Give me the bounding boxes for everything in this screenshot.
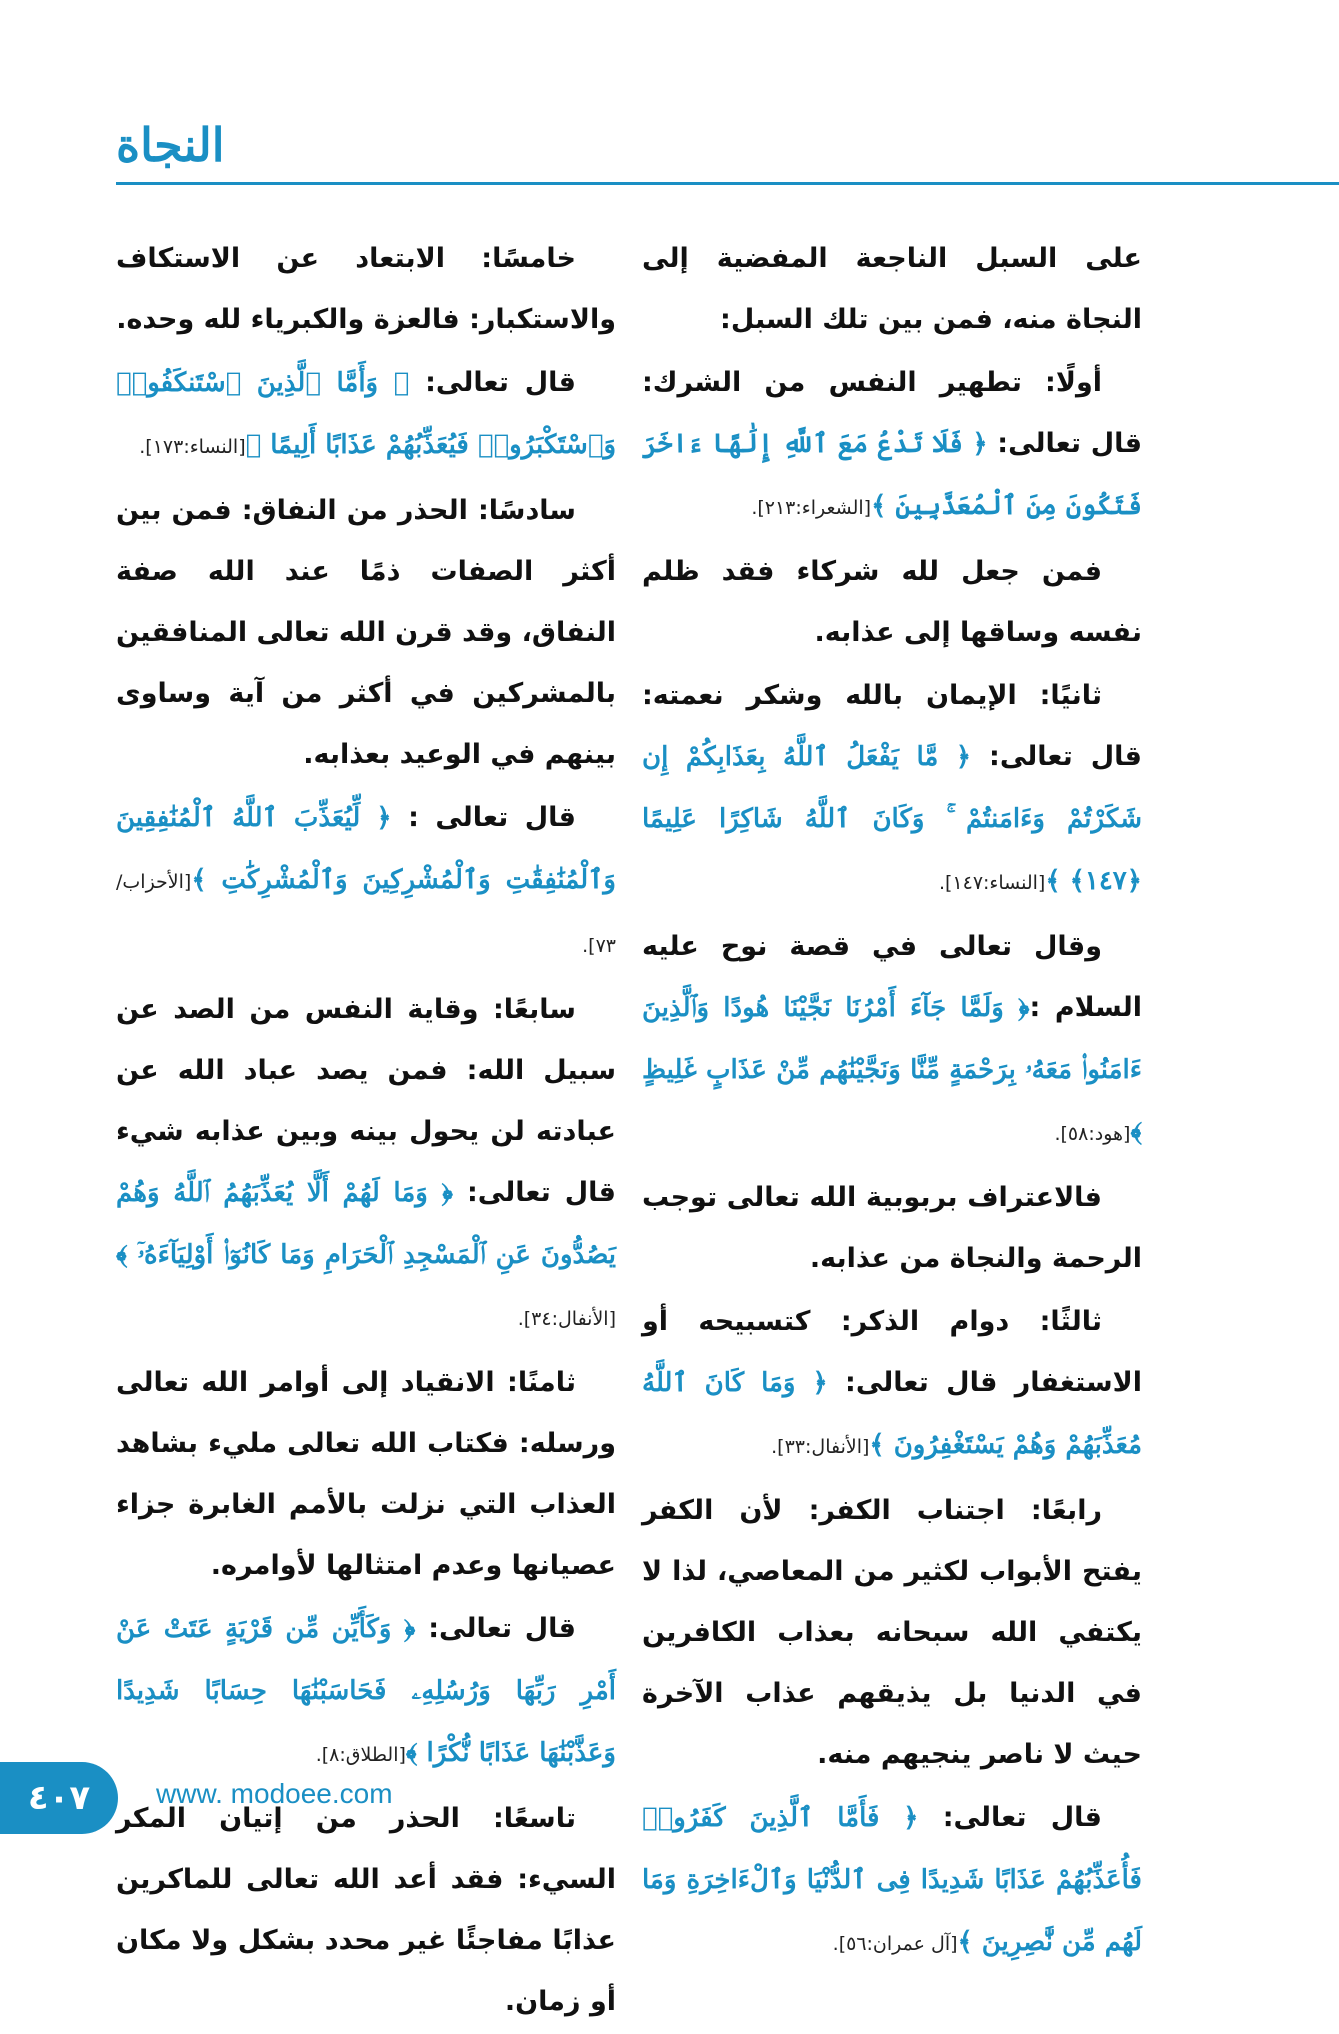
paragraph-lead: ثالثًا: <box>1039 1306 1102 1337</box>
paragraph <box>116 787 616 977</box>
paragraph <box>116 1598 616 1786</box>
paragraph-text: الحذر من النفاق: فمن بين أكثر الصفات ذمًا عند الله صفة النفاق، وقد قرن الله تعالى المنافقين بالمشركين في أكثر من آية وساوى بينهم في الوعيد بعذابه. <box>116 495 616 770</box>
paragraph-lead: سابعًا: <box>492 994 576 1025</box>
quran-verse: ﴿ وَأَمَّا ٱلَّذِينَ ٱسْتَنكَفُوا۟ وَٱسْتَكْبَرُوا۟ فَيُعَذِّبُهُمْ عَذَابًا أَلِيمًا ﴾ <box>116 368 616 460</box>
quran-verse: ﴿ فَأَمَّا ٱلَّذِينَ كَفَرُوا۟ فَأُعَذِّبُهُمْ عَذَابًا شَدِيدًا فِى ٱلدُّنْيَا وَٱلْءَاخِرَةِ وَمَا لَهُم مِّن نَّٰصِرِينَ ﴾ <box>642 1803 1142 1957</box>
verse-reference: [هود:٥٨]. <box>1054 1123 1131 1145</box>
quran-verse: ﴿ لِّيُعَذِّبَ ٱللَّهُ ٱلْمُنَٰفِقِينَ وَٱلْمُنَٰفِقَٰتِ وَٱلْمُشْرِكِينَ وَٱلْمُشْرِكَٰتِ ﴾ <box>116 803 616 895</box>
paragraph-text: الحذر من إتيان المكر السيء: فقد أعد الله تعالى للماكرين عذابًا مفاجئًا غير محدد بشكل ولا مكان أو زمان. <box>116 1803 616 2017</box>
paragraph <box>642 1167 1142 1289</box>
quran-verse: ﴿ وَمَا كَانَ ٱللَّهُ مُعَذِّبَهُمْ وَهُمْ يَسْتَغْفِرُونَ ﴾ <box>642 1368 1142 1460</box>
paragraph-text: اجتناب الكفر: لأن الكفر يفتح الأبواب لكثير من المعاصي، لذا لا يكتفي الله سبحانه بعذاب الكافرين في الدنيا بل يذيقهم عذاب الآخرة حيث لا ناصر ينجيهم منه. <box>642 1495 1142 1770</box>
paragraph-lead: سادسًا: <box>477 495 576 526</box>
paragraph <box>642 1787 1142 1975</box>
verse-reference: [الأنفال:٣٤]. <box>517 1308 616 1330</box>
paragraph <box>116 228 616 350</box>
paragraph-text: قال تعالى : <box>391 802 576 833</box>
paragraph-text: الإيمان بالله وشكر نعمته: قال تعالى: <box>642 680 1142 772</box>
paragraph-text: قال تعالى: <box>415 1613 576 1644</box>
paragraph-text: الانقياد إلى أوامر الله تعالى ورسله: فكتاب الله تعالى مليء بشاهد العذاب التي نزلت بالأمم الغابرة جزاء عصيانها وعدم امتثالها لأوامره. <box>116 1367 616 1581</box>
paragraph <box>116 1788 616 2032</box>
verse-reference: [الأحزاب/ ٧٣]. <box>116 871 616 957</box>
paragraph <box>642 352 1142 539</box>
paragraph-text: تطهير النفس من الشرك: قال تعالى: <box>642 367 1142 459</box>
right-column <box>642 228 1142 1977</box>
paragraph-lead: رابعًا: <box>1030 1495 1102 1526</box>
paragraph-lead: ثامنًا: <box>507 1367 576 1398</box>
verse-reference: [الشعراء:٢١٣]. <box>751 497 872 519</box>
paragraph-text: وقاية النفس من الصد عن سبيل الله: فمن يصد عباد الله عن عبادته لن يحول بينه وبين عذابه شيء قال تعالى: <box>116 994 616 1208</box>
paragraph-lead: خامسًا: <box>481 243 576 274</box>
verse-reference: [النساء:١٤٧]. <box>938 872 1046 894</box>
paragraph <box>116 480 616 785</box>
paragraph <box>642 1291 1142 1478</box>
quran-verse: ﴿ مَّا يَفْعَلُ ٱللَّهُ بِعَذَابِكُمْ إِن شَكَرْتُمْ وَءَامَنتُمْ ۚ وَكَانَ ٱللَّهُ شَاكِرًا عَلِيمًا ﴿١٤٧﴾ ﴾ <box>642 742 1142 896</box>
paragraph-text: قال تعالى: <box>918 1802 1102 1833</box>
paragraph <box>642 1480 1142 1785</box>
paragraph <box>642 228 1142 350</box>
paragraph <box>642 541 1142 663</box>
verse-reference: [النساء:١٧٣]. <box>139 436 246 458</box>
paragraph-text: فمن جعل لله شركاء فقد ظلم نفسه وساقها إلى عذابه. <box>642 556 1142 648</box>
paragraph-lead: ثانيًا: <box>1039 680 1102 711</box>
paragraph-text: دوام الذكر: كتسبيحه أو الاستغفار قال تعالى: <box>642 1306 1143 1398</box>
page-number-badge: ٤٠٧ <box>0 1762 118 1834</box>
paragraph-text: الابتعاد عن الاستكاف والاستكبار: فالعزة والكبرياء لله وحده. <box>116 243 616 335</box>
header-rule <box>116 182 1339 185</box>
verse-reference: [آل عمران:٥٦]. <box>832 1933 958 1955</box>
paragraph <box>116 1352 616 1596</box>
quran-verse: ﴿ وَمَا لَهُمْ أَلَّا يُعَذِّبَهُمُ ٱللَّهُ وَهُمْ يَصُدُّونَ عَنِ ٱلْمَسْجِدِ ٱلْحَرَامِ وَمَا كَانُوٓا۟ أَوْلِيَآءَهُۥٓ ﴾ <box>116 1178 616 1270</box>
paragraph-text: وقال تعالى في قصة نوح عليه السلام : <box>642 931 1142 1023</box>
paragraph <box>642 665 1142 914</box>
left-column <box>116 228 616 2034</box>
quran-verse: ﴿ وَلَمَّا جَآءَ أَمْرُنَا نَجَّيْنَا هُودًا وَٱلَّذِينَ ءَامَنُوا۟ مَعَهُۥ بِرَحْمَةٍ مِّنَّا وَنَجَّيْنَٰهُم مِّنْ عَذَابٍ غَلِيظٍ ﴾ <box>642 993 1142 1147</box>
paragraph-text: قال تعالى: <box>409 367 576 398</box>
verse-reference: [الطلاق:٨]. <box>315 1744 406 1766</box>
paragraph-text: فالاعتراف بربوبية الله تعالى توجب الرحمة والنجاة من عذابه. <box>642 1182 1142 1274</box>
paragraph-lead: أولًا: <box>1045 367 1102 398</box>
running-header-title: النجاة <box>116 118 225 172</box>
paragraph <box>116 352 616 478</box>
verse-reference: [الأنفال:٣٣]. <box>771 1436 870 1458</box>
paragraph-text: على السبل الناجعة المفضية إلى النجاة منه، فمن بين تلك السبل: <box>642 243 1142 335</box>
paragraph <box>116 979 616 1350</box>
paragraph-lead: تاسعًا: <box>492 1803 576 1834</box>
footer-url[interactable]: www. modoee.com <box>156 1778 393 1809</box>
quran-verse: ﴿ فَلَا تَدْعُ مَعَ ٱللَّهِ إِلَٰهًا ءَاخَرَ فَتَكُونَ مِنَ ٱلْمُعَذَّبِينَ ﴾ <box>642 429 1142 521</box>
paragraph <box>642 916 1142 1165</box>
quran-verse: ﴿ وَكَأَيِّن مِّن قَرْيَةٍ عَتَتْ عَنْ أَمْرِ رَبِّهَا وَرُسُلِهِۦ فَحَاسَبْنَٰهَا حِسَابًا شَدِيدًا وَعَذَّبْنَٰهَا عَذَابًا نُّكْرًا ﴾ <box>116 1614 616 1768</box>
